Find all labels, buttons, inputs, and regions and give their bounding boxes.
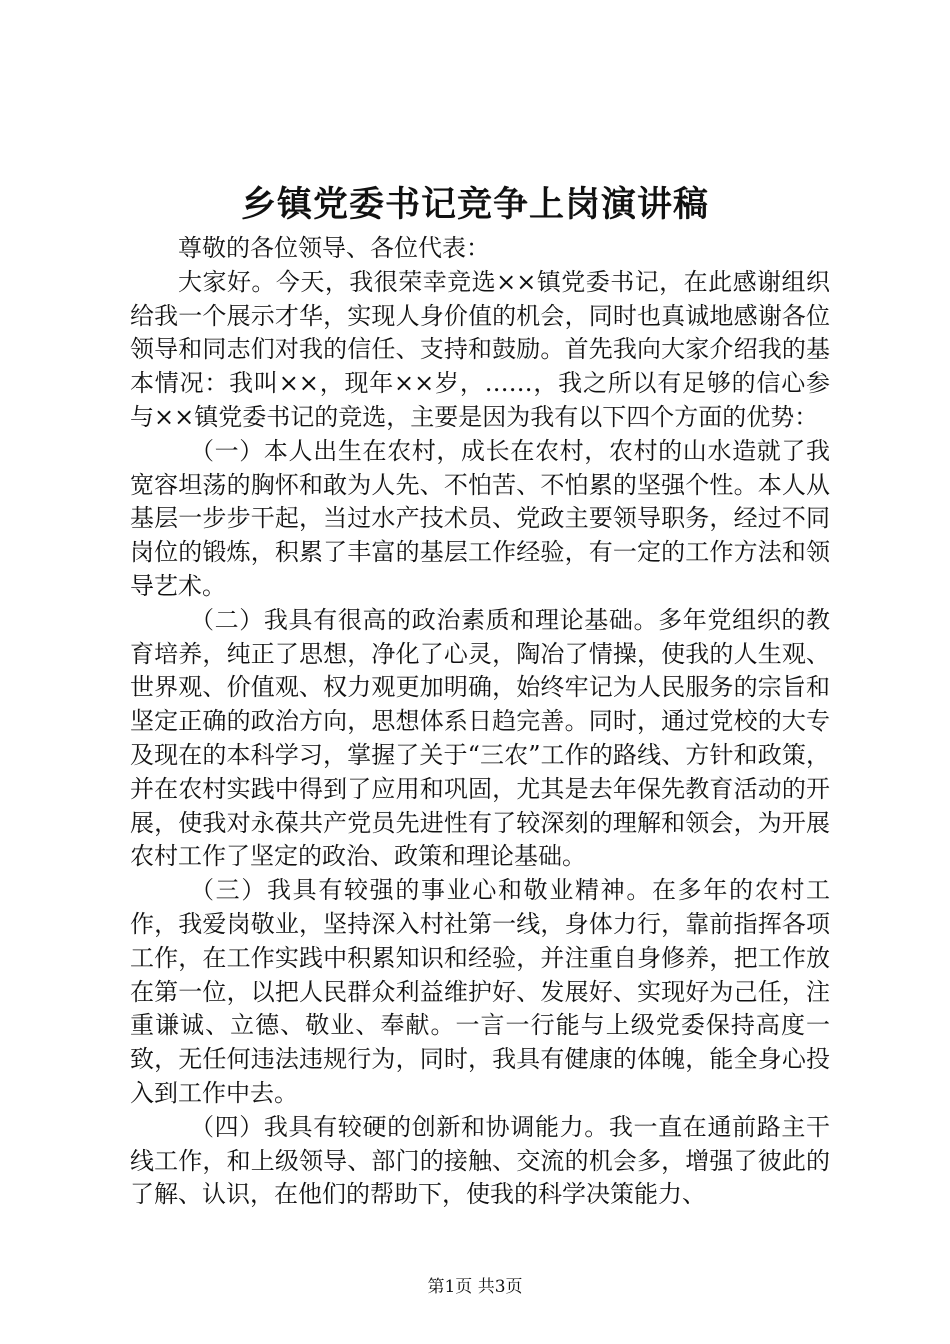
page-footer: 第1页 共3页 bbox=[427, 1277, 523, 1297]
paragraph-advantage-2: （二）我具有很高的政治素质和理论基础。多年党组织的教育培养，纯正了思想，净化了心灵，陶冶了情操，使我的人生观、世界观、价值观、权力观更加明确，始终牢记为人民服务的宗旨和坚定正确的政治方向，思想体系日趋完善。同时，通过党校的大专及现在的本科学习，掌握了关于“三农”工作的路线、方针和政策，并在农村实践中得到了应用和巩固，尤其是去年保先教育活动的开展，使我对永葆共产党员先进性有了较深刻的理解和领会，为开展农村工作了坚定的政治、政策和理论基础。 bbox=[130, 605, 830, 871]
paragraph-advantage-3: （三）我具有较强的事业心和敬业精神。在多年的农村工作，我爱岗敬业，坚持深入村社第一线，身体力行，靠前指挥各项工作，在工作实践中积累知识和经验，并注重自身修养，把工作放在第一位，以把人民群众利益维护好、发展好、实现好为己任，注重谦诚、立德、敬业、奉献。一言一行能与上级党委保持高度一致，无任何违法违规行为，同时，我具有健康的体魄，能全身心投入到工作中去。 bbox=[130, 876, 830, 1107]
document-body bbox=[130, 232, 830, 1212]
paragraph-intro: 大家好。今天，我很荣幸竞选××镇党委书记，在此感谢组织给我一个展示才华，实现人身价值的机会，同时也真诚地感谢各位领导和同志们对我的信任、支持和鼓励。首先我向大家介绍我的基本情况：我叫××，现年××岁，……，我之所以有足够的信心参与××镇党委书记的竞选，主要是因为我有以下四个方面的优势： bbox=[130, 267, 830, 431]
document-title: 乡镇党委书记竞争上岗演讲稿 bbox=[240, 184, 709, 225]
salutation: 尊敬的各位领导、各位代表： bbox=[178, 234, 490, 262]
paragraph-advantage-4: （四）我具有较硬的创新和协调能力。我一直在通前路主干线工作，和上级领导、部门的接触、交流的机会多，增强了彼此的了解、认识，在他们的帮助下，使我的科学决策能力、 bbox=[130, 1112, 830, 1209]
paragraph-advantage-1: （一）本人出生在农村，成长在农村，农村的山水造就了我宽容坦荡的胸怀和敢为人先、不怕苦、不怕累的坚强个性。本人从基层一步步干起，当过水产技术员、党政主要领导职务，经过不同岗位的锻炼，积累了丰富的基层工作经验，有一定的工作方法和领导艺术。 bbox=[130, 436, 830, 600]
